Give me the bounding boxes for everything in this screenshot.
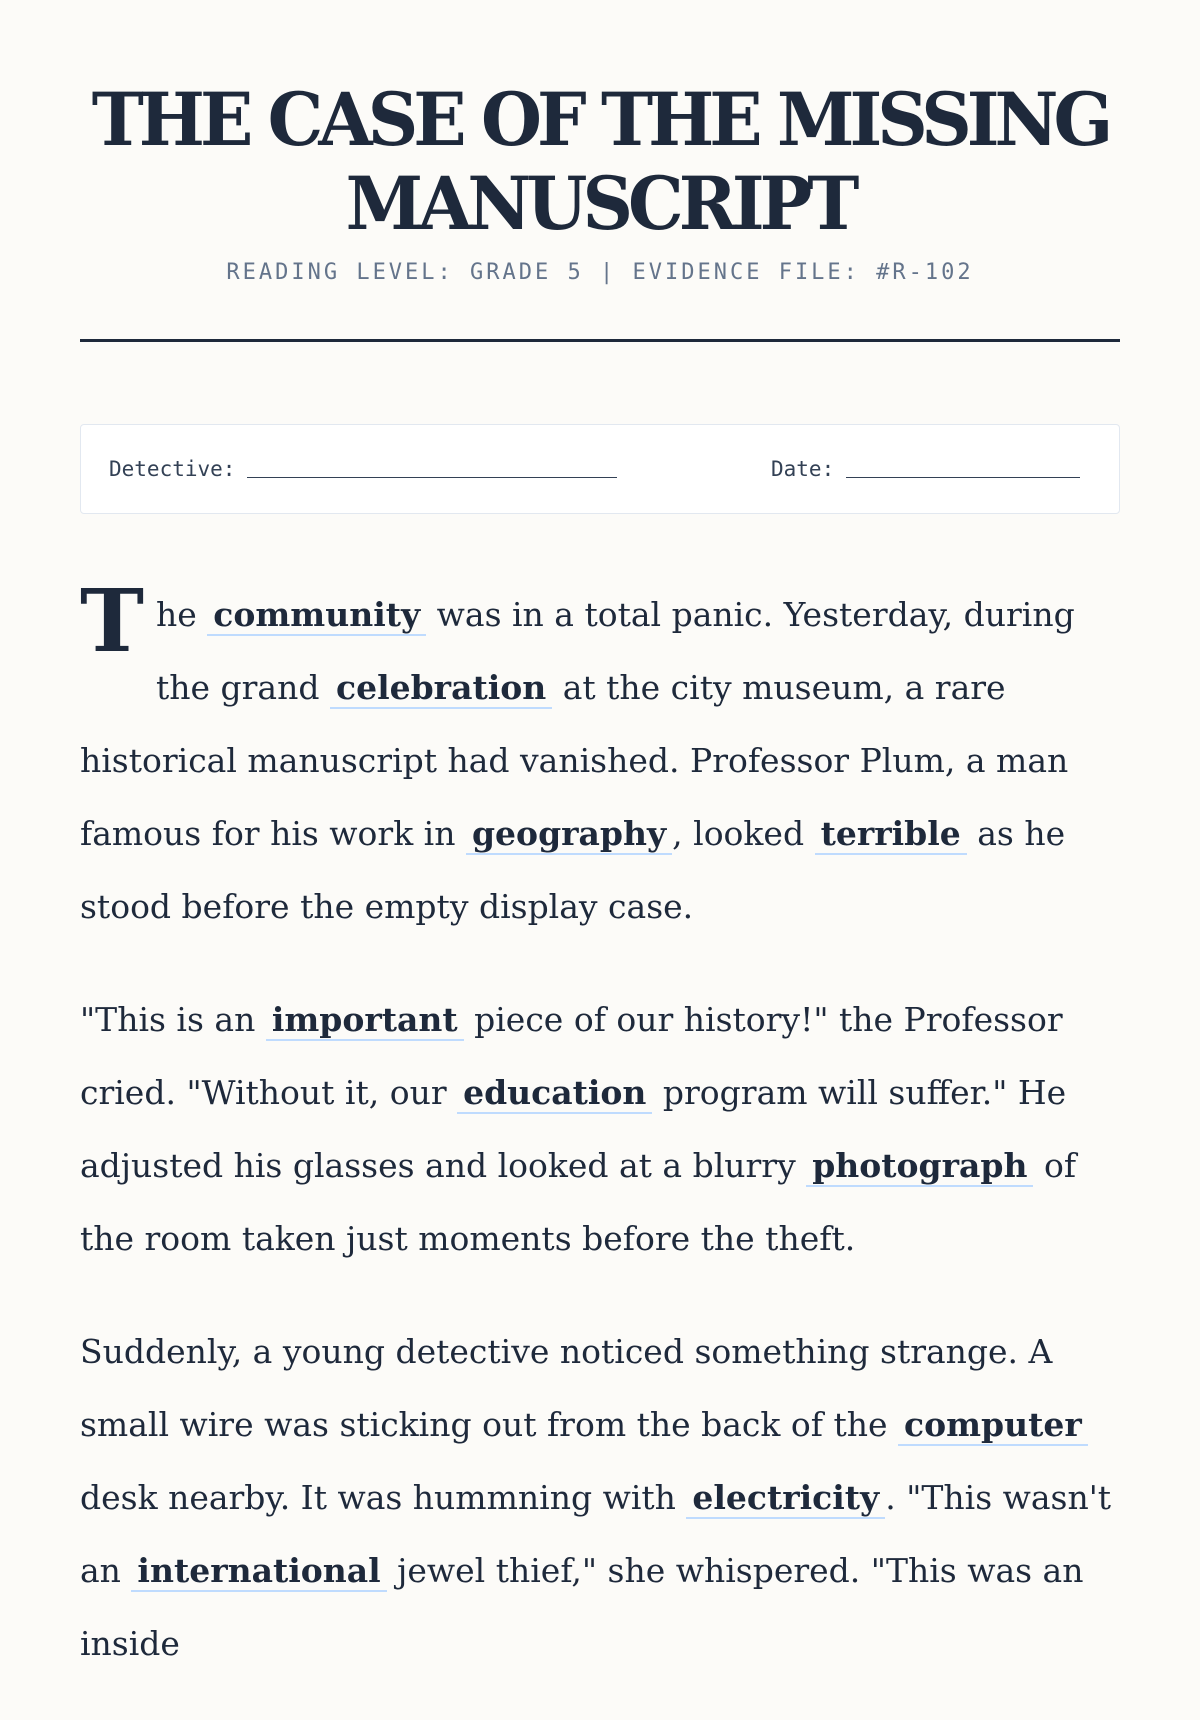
story-paragraph-2 [80, 983, 1120, 1275]
page-title: THE CASE OF THE MISSING MANUSCRIPT [91, 75, 1109, 248]
text-run: , looked [672, 814, 815, 853]
text-run: . "This wasn't an [80, 1478, 1112, 1590]
vocab-word-international[interactable]: international [131, 1551, 386, 1592]
worksheet-page [80, 0, 1120, 1663]
date-label: Date: [771, 457, 835, 481]
text-run: of the room taken just moments before the theft. [80, 1146, 1077, 1258]
detective-field[interactable] [109, 457, 617, 481]
text-run: program will suffer." He adjusted his glasses and looked at a blurry [80, 1073, 1067, 1185]
vocab-word-computer[interactable]: computer [898, 1405, 1088, 1446]
vocab-word-photograph[interactable]: photograph [806, 1146, 1033, 1187]
text-run: as he stood before the empty display case. [80, 814, 1066, 926]
text-run: was in a total panic. Yesterday, during the grand [156, 595, 1075, 707]
reading-level-subtitle: READING LEVEL: GRADE 5 | EVIDENCE FILE: #R-102 [226, 260, 974, 285]
text-run: "This is an [80, 1000, 266, 1039]
header-divider [80, 339, 1120, 342]
vocab-word-terrible[interactable]: terrible [815, 814, 967, 855]
detective-label: Detective: [109, 457, 236, 481]
text-run: at the city museum, a rare historical manuscript had vanished. Professor Plum, a man famous for his work in [80, 668, 1069, 853]
text-run: piece of our history!" the Professor cried. "Without it, our [80, 1000, 1063, 1112]
story-text [80, 571, 1120, 1720]
date-field[interactable] [771, 457, 1080, 481]
text-run: jewel thief," she whispered. "This was an inside [80, 1551, 1084, 1663]
text-run: he [156, 595, 208, 634]
drop-cap: T [80, 571, 144, 672]
vocab-word-community[interactable]: community [207, 595, 426, 636]
vocab-word-education[interactable]: education [457, 1073, 652, 1114]
vocab-word-celebration[interactable]: celebration [330, 668, 552, 709]
detective-info-box [80, 424, 1120, 514]
vocab-word-important[interactable]: important [266, 1000, 464, 1041]
detective-name-line[interactable] [247, 457, 617, 478]
story-paragraph-1 [80, 571, 1120, 943]
story-paragraph-3 [80, 1315, 1120, 1680]
vocab-word-geography[interactable]: geography [466, 814, 672, 855]
date-line[interactable] [846, 457, 1080, 478]
text-run: desk nearby. It was hummning with [80, 1478, 687, 1517]
vocab-word-electricity[interactable]: electricity [686, 1478, 885, 1519]
text-run: Suddenly, a young detective noticed something strange. A small wire was sticking out from the back of the [80, 1332, 1053, 1444]
